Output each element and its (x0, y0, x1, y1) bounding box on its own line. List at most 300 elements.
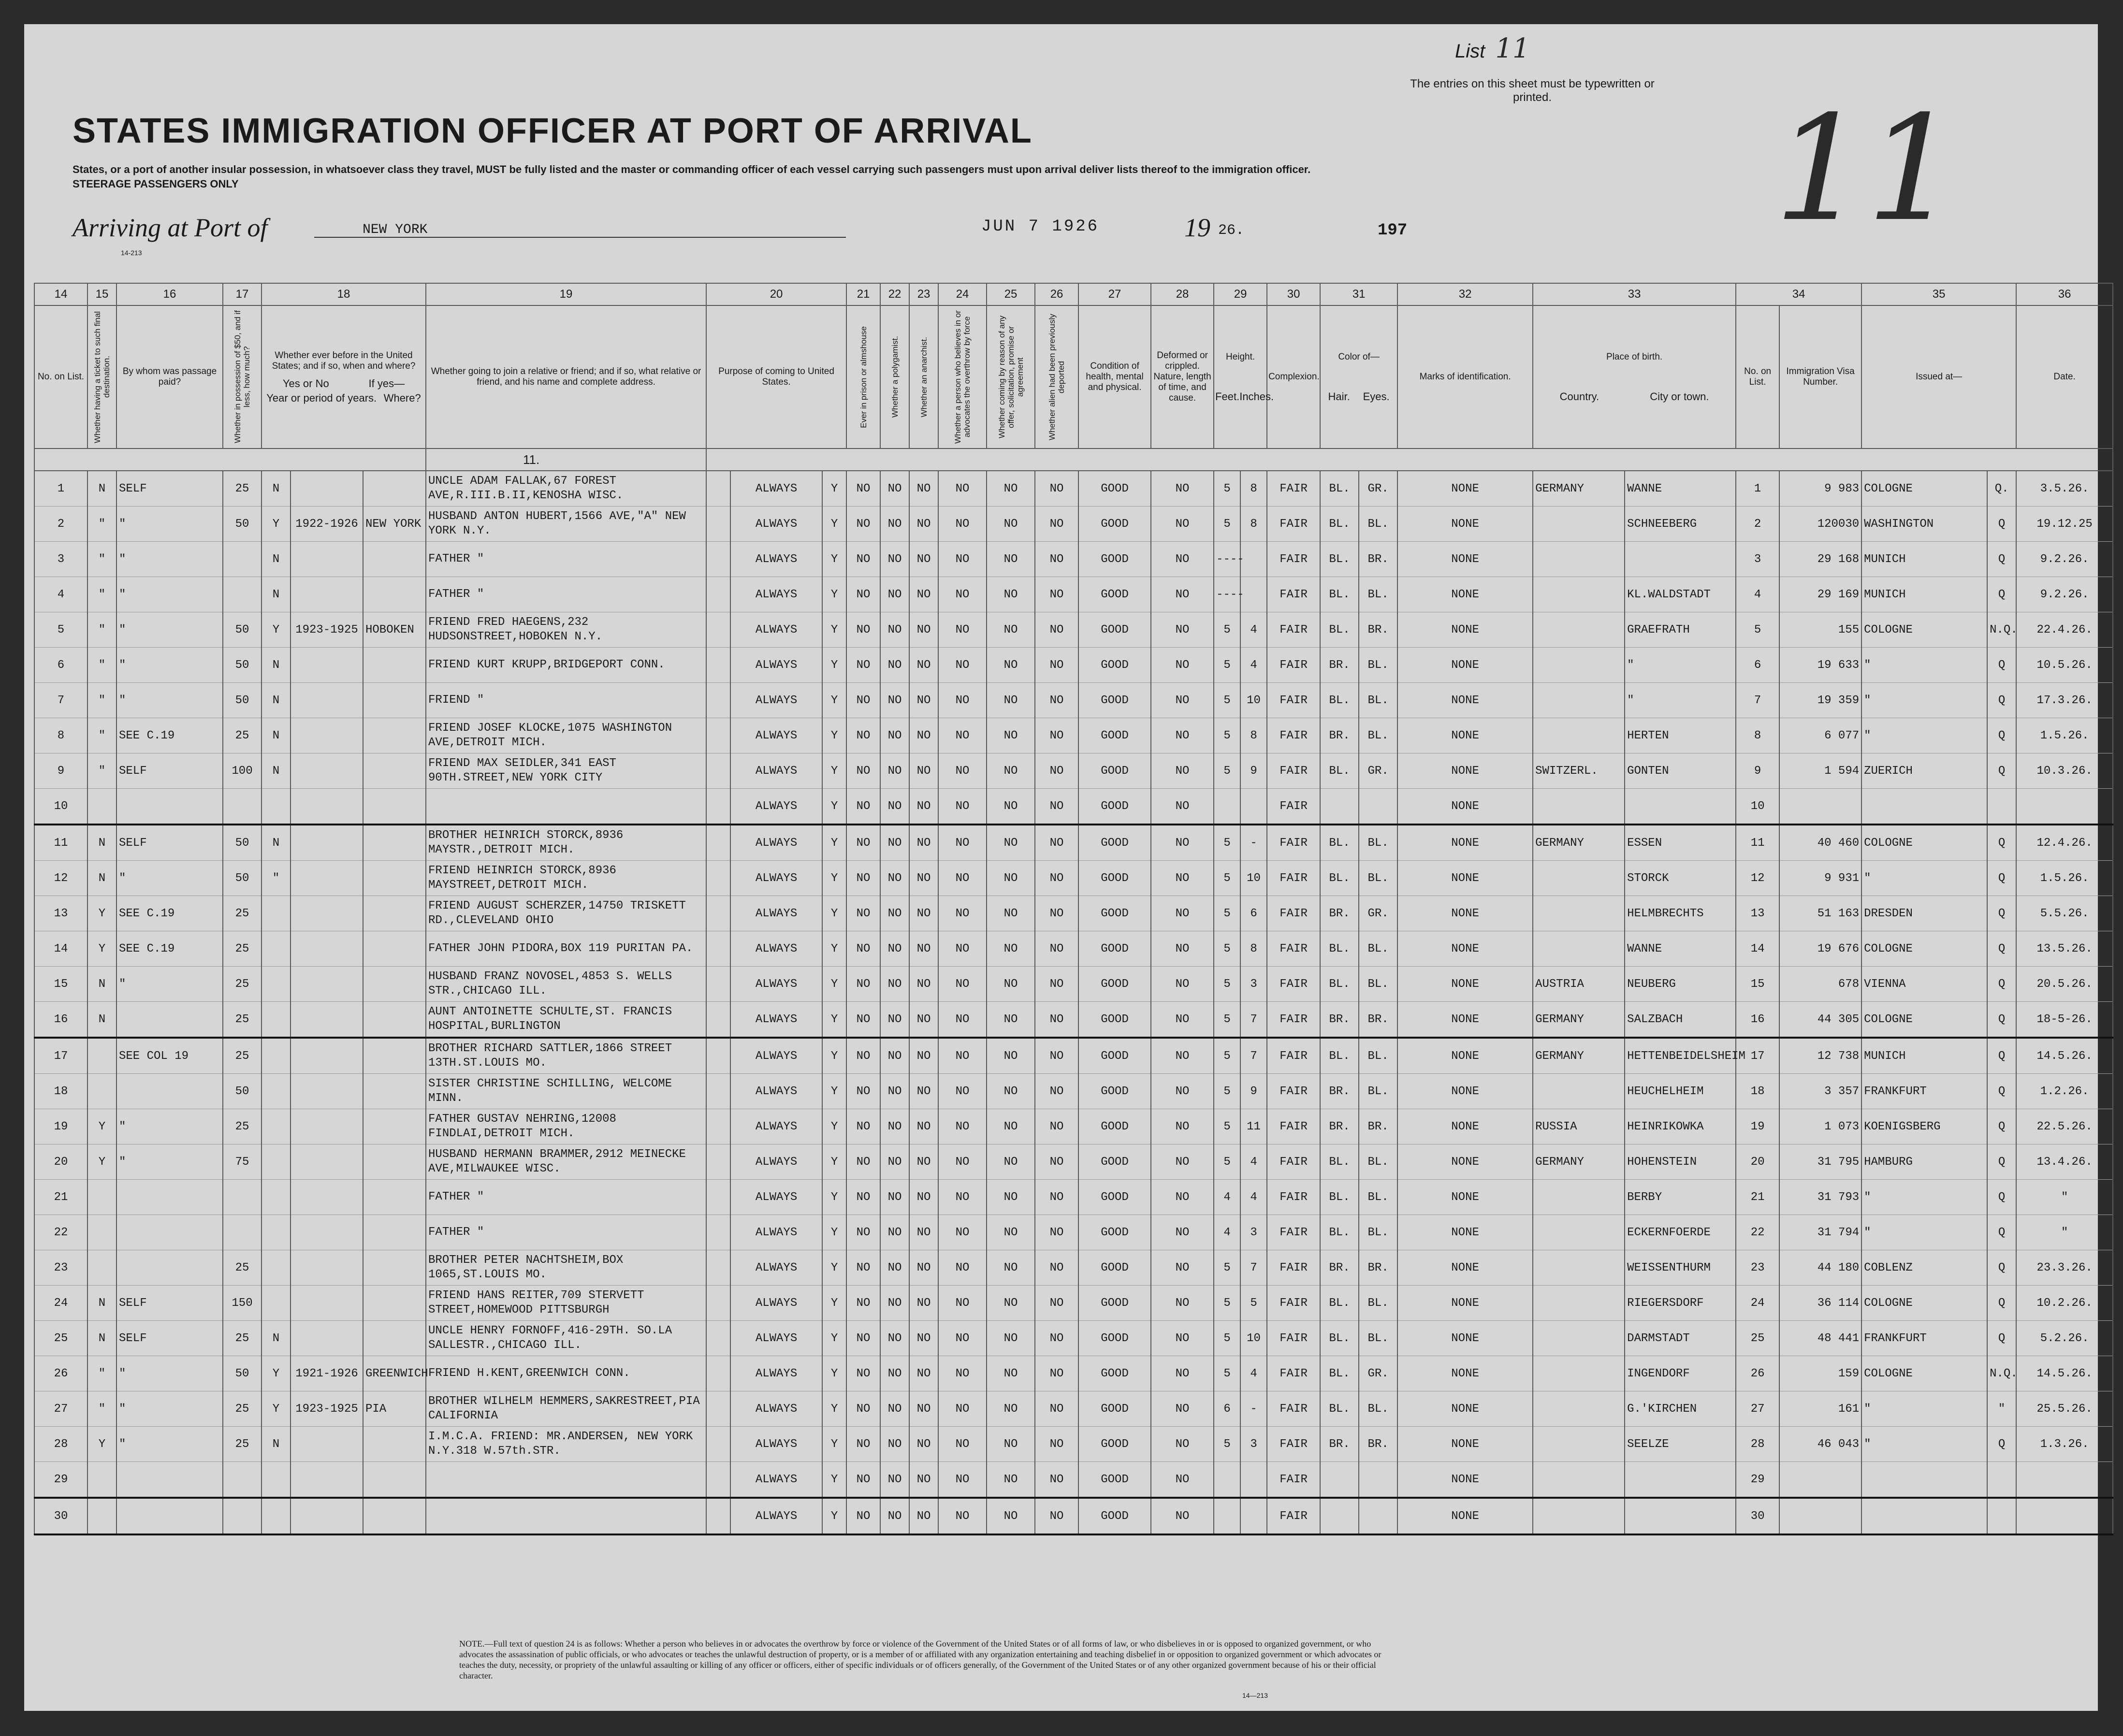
form-number: 14-213 (121, 249, 142, 257)
cell-q25: NO (987, 612, 1035, 648)
cell-no2: 21 (1736, 1180, 1779, 1215)
cell-blank (706, 648, 730, 683)
cell-no: 13 (34, 896, 87, 931)
cell-q25: NO (987, 1462, 1035, 1498)
cell-health: GOOD (1078, 542, 1151, 577)
cell-where (363, 1038, 426, 1074)
cell-where: NEW YORK (363, 506, 426, 542)
cell-city: STORCK (1625, 861, 1736, 896)
cell-prison: NO (846, 967, 880, 1002)
cell-blank (706, 612, 730, 648)
cell-deformed: NO (1151, 1462, 1214, 1498)
cell-relative: UNCLE ADAM FALLAK,67 FOREST AVE,R.III.B.II,KENOSHA WISC. (426, 471, 706, 506)
cell-eyes: BL. (1359, 718, 1397, 753)
cell-feet: 5 (1214, 1002, 1240, 1038)
cell-no: 1 (34, 471, 87, 506)
cell-anarch: NO (909, 1498, 938, 1534)
cell-years: 1922-1926 (291, 506, 363, 542)
cell-city: ESSEN (1625, 825, 1736, 861)
cell-eyes: BL. (1359, 1074, 1397, 1109)
header-marks: Marks of identification. (1397, 305, 1533, 448)
cell-q24: NO (938, 789, 987, 825)
cell-feet: 5 (1214, 1250, 1240, 1286)
cell-q: Q (1987, 1427, 2016, 1462)
cell-inches: 9 (1240, 753, 1267, 789)
cell-length: ALWAYS (730, 1321, 822, 1356)
cell-ticket: Y (87, 931, 116, 967)
cell-date: 17.3.26. (2016, 683, 2113, 718)
cell-inches: 4 (1240, 1356, 1267, 1391)
table-row (34, 789, 2113, 825)
cell-hair (1320, 1498, 1359, 1534)
cell-blank (706, 825, 730, 861)
cell-issued: COLOGNE (1861, 825, 1987, 861)
cell-feet: 5 (1214, 471, 1240, 506)
cell-q24: NO (938, 506, 987, 542)
cell-health: GOOD (1078, 1462, 1151, 1498)
cell-visa: 19 633 (1779, 648, 1861, 683)
cell-feet (1214, 1498, 1240, 1534)
cell-prison: NO (846, 789, 880, 825)
cell-length: ALWAYS (730, 1180, 822, 1215)
cell-prison: NO (846, 506, 880, 542)
cell-eyes: BL. (1359, 1215, 1397, 1250)
cell-complexion: FAIR (1267, 1462, 1320, 1498)
cell-prison: NO (846, 648, 880, 683)
cell-country (1533, 648, 1625, 683)
cell-hair: BL. (1320, 471, 1359, 506)
cell-country (1533, 1427, 1625, 1462)
cell-date: 20.5.26. (2016, 967, 2113, 1002)
table-row (34, 542, 2113, 577)
header-deformed: Deformed or crippled. Nature, length of time, and cause. (1151, 305, 1214, 448)
cell-q24: NO (938, 1002, 987, 1038)
table-row (34, 896, 2113, 931)
cell-deformed: NO (1151, 1038, 1214, 1074)
table-row (34, 683, 2113, 718)
cell-anarch: NO (909, 1427, 938, 1462)
cell-q26: NO (1035, 1250, 1078, 1286)
cell-date: 5.2.26. (2016, 1321, 2113, 1356)
cell-deformed: NO (1151, 1074, 1214, 1109)
colnum-20: 20 (706, 283, 846, 305)
cell-length: ALWAYS (730, 1462, 822, 1498)
cell-yes: N (262, 542, 291, 577)
cell-no: 9 (34, 753, 87, 789)
cell-anarch: NO (909, 931, 938, 967)
cell-prison: NO (846, 753, 880, 789)
cell-complexion: FAIR (1267, 506, 1320, 542)
cell-q24: NO (938, 967, 987, 1002)
table-row (34, 1074, 2113, 1109)
cell-eyes: BL. (1359, 1286, 1397, 1321)
cell-poly: NO (880, 861, 909, 896)
cell-deformed: NO (1151, 753, 1214, 789)
cell-money: 25 (223, 471, 262, 506)
cell-anarch: NO (909, 1391, 938, 1427)
cell-no: 20 (34, 1144, 87, 1180)
cell-marks: NONE (1397, 1180, 1533, 1215)
cell-deformed: NO (1151, 1498, 1214, 1534)
header-complexion: Complexion. (1267, 305, 1320, 448)
cell-date: 19.12.25 (2016, 506, 2113, 542)
cell-marks: NONE (1397, 1109, 1533, 1144)
table-row (34, 1462, 2113, 1498)
cell-blank (706, 967, 730, 1002)
cell-country (1533, 718, 1625, 753)
cell-length: ALWAYS (730, 1391, 822, 1427)
cell-issued: COLOGNE (1861, 1356, 1987, 1391)
cell-marks: NONE (1397, 1498, 1533, 1534)
cell-visa: 9 983 (1779, 471, 1861, 506)
cell-length: ALWAYS (730, 612, 822, 648)
cell-ticket: " (87, 753, 116, 789)
cell-eyes: BL. (1359, 931, 1397, 967)
cell-issued: " (1861, 1427, 1987, 1462)
date-stamp: JUN 7 1926 (981, 217, 1100, 236)
cell-issued: " (1861, 648, 1987, 683)
cell-anarch: NO (909, 542, 938, 577)
cell-q25: NO (987, 542, 1035, 577)
cell-yes (262, 1038, 291, 1074)
cell-yes (262, 967, 291, 1002)
cell-health: GOOD (1078, 683, 1151, 718)
cell-marks: NONE (1397, 1321, 1533, 1356)
header-visa-number: Immigration Visa Number. (1779, 305, 1861, 448)
cell-relative: UNCLE HENRY FORNOFF,416-29TH. SO.LA SALLESTR.,CHICAGO ILL. (426, 1321, 706, 1356)
cell-poly: NO (880, 506, 909, 542)
cell-no: 4 (34, 577, 87, 612)
cell-health: GOOD (1078, 931, 1151, 967)
cell-hair: BL. (1320, 753, 1359, 789)
cell-country (1533, 1215, 1625, 1250)
table-row (34, 1038, 2113, 1074)
cell-poly: NO (880, 1286, 909, 1321)
cell-inches (1240, 1462, 1267, 1498)
cell-no2: 4 (1736, 577, 1779, 612)
cell-city (1625, 789, 1736, 825)
cell-where (363, 1250, 426, 1286)
cell-inches: 3 (1240, 1427, 1267, 1462)
handwritten-list-number: 11 (1774, 85, 1959, 253)
header-color: Color of— Hair. Eyes. (1320, 305, 1397, 448)
cell-date: 1.5.26. (2016, 718, 2113, 753)
cell-ticket: " (87, 1391, 116, 1427)
cell-marks: NONE (1397, 1462, 1533, 1498)
cell-q: Q (1987, 542, 2016, 577)
cell-hair: BR. (1320, 896, 1359, 931)
cell-no2: 13 (1736, 896, 1779, 931)
year-suffix: 26. (1218, 222, 1245, 239)
cell-hair: BR. (1320, 1250, 1359, 1286)
cell-marks: NONE (1397, 1286, 1533, 1321)
table-row (34, 825, 2113, 861)
cell-issued: HAMBURG (1861, 1144, 1987, 1180)
cell-paid: " (116, 612, 223, 648)
cell-where (363, 1215, 426, 1250)
cell-eyes: BR. (1359, 1250, 1397, 1286)
cell-eyes: GR. (1359, 896, 1397, 931)
cell-where (363, 1321, 426, 1356)
cell-ticket: " (87, 612, 116, 648)
cell-health: GOOD (1078, 1391, 1151, 1427)
header-ticket: Whether having a ticket to such final destination. (87, 305, 116, 448)
cell-length: ALWAYS (730, 1038, 822, 1074)
cell-marks: NONE (1397, 753, 1533, 789)
cell-money: 50 (223, 648, 262, 683)
cell-citizen: Y (822, 471, 846, 506)
cell-anarch: NO (909, 1109, 938, 1144)
cell-relative: FRIEND MAX SEIDLER,341 EAST 90TH.STREET,NEW YORK CITY (426, 753, 706, 789)
table-row (34, 1391, 2113, 1427)
cell-date: 9.2.26. (2016, 542, 2113, 577)
cell-q25: NO (987, 1038, 1035, 1074)
cell-issued: FRANKFURT (1861, 1321, 1987, 1356)
cell-visa: 9 931 (1779, 861, 1861, 896)
cell-date (2016, 1462, 2113, 1498)
cell-ticket: N (87, 1321, 116, 1356)
cell-no2: 20 (1736, 1144, 1779, 1180)
cell-health: GOOD (1078, 1427, 1151, 1462)
cell-health: GOOD (1078, 753, 1151, 789)
cell-date: 25.5.26. (2016, 1391, 2113, 1427)
table-row (34, 931, 2113, 967)
cell-q24: NO (938, 1109, 987, 1144)
cell-paid: SELF (116, 825, 223, 861)
cell-poly: NO (880, 825, 909, 861)
cell-visa: 155 (1779, 612, 1861, 648)
cell-health: GOOD (1078, 1002, 1151, 1038)
colnum-35: 35 (1861, 283, 2016, 305)
cell-poly: NO (880, 1074, 909, 1109)
cell-relative (426, 789, 706, 825)
cell-q25: NO (987, 1215, 1035, 1250)
colnum-21: 21 (846, 283, 880, 305)
cell-money: 25 (223, 1002, 262, 1038)
cell-years (291, 1462, 363, 1498)
cell-date: 13.4.26. (2016, 1144, 2113, 1180)
cell-city: HOHENSTEIN (1625, 1144, 1736, 1180)
cell-no2: 24 (1736, 1286, 1779, 1321)
cell-q24: NO (938, 1462, 987, 1498)
cell-q25: NO (987, 506, 1035, 542)
colnum-29: 29 (1214, 283, 1267, 305)
cell-money: 25 (223, 1109, 262, 1144)
cell-deformed: NO (1151, 1427, 1214, 1462)
cell-date: 5.5.26. (2016, 896, 2113, 931)
cell-issued: WASHINGTON (1861, 506, 1987, 542)
cell-no: 23 (34, 1250, 87, 1286)
cell-blank (706, 1321, 730, 1356)
cell-inches: 4 (1240, 648, 1267, 683)
cell-years (291, 753, 363, 789)
cell-q26: NO (1035, 471, 1078, 506)
cell-q: Q (1987, 967, 2016, 1002)
cell-paid: SELF (116, 1321, 223, 1356)
cell-q (1987, 1498, 2016, 1534)
cell-blank (706, 896, 730, 931)
cell-poly: NO (880, 1321, 909, 1356)
cell-health: GOOD (1078, 896, 1151, 931)
cell-inches (1240, 542, 1267, 577)
cell-citizen: Y (822, 542, 846, 577)
cell-issued: COBLENZ (1861, 1250, 1987, 1286)
cell-relative: FRIEND JOSEF KLOCKE,1075 WASHINGTON AVE,DETROIT MICH. (426, 718, 706, 753)
cell-money: 25 (223, 1391, 262, 1427)
cell-city: BERBY (1625, 1180, 1736, 1215)
colnum-19: 19 (426, 283, 706, 305)
colnum-28: 28 (1151, 283, 1214, 305)
cell-deformed: NO (1151, 896, 1214, 931)
colnum-18: 18 (262, 283, 426, 305)
steerage-label: STEERAGE PASSENGERS ONLY (73, 178, 239, 190)
cell-paid: SEE COL 19 (116, 1038, 223, 1074)
page-number: 11. (426, 448, 706, 471)
cell-money: 25 (223, 1038, 262, 1074)
cell-visa: 40 460 (1779, 825, 1861, 861)
cell-visa: 48 441 (1779, 1321, 1861, 1356)
cell-blank (706, 789, 730, 825)
cell-city: " (1625, 683, 1736, 718)
cell-q: Q (1987, 931, 2016, 967)
cell-q25: NO (987, 896, 1035, 931)
cell-paid: SEE C.19 (116, 896, 223, 931)
cell-ticket: N (87, 471, 116, 506)
cell-q: " (1987, 1391, 2016, 1427)
cell-ticket: N (87, 861, 116, 896)
cell-where (363, 1462, 426, 1498)
cell-prison: NO (846, 1250, 880, 1286)
cell-citizen: Y (822, 1180, 846, 1215)
cell-length: ALWAYS (730, 1250, 822, 1286)
list-number: 11 (1495, 33, 1530, 64)
cell-issued: DRESDEN (1861, 896, 1987, 931)
cell-eyes: BL. (1359, 861, 1397, 896)
cell-poly: NO (880, 967, 909, 1002)
cell-no: 29 (34, 1462, 87, 1498)
cell-yes: N (262, 753, 291, 789)
cell-poly: NO (880, 896, 909, 931)
cell-country: GERMANY (1533, 1144, 1625, 1180)
header-prison: Ever in prison or almshouse (846, 305, 880, 448)
cell-hair: BL. (1320, 1356, 1359, 1391)
table-row (34, 1286, 2113, 1321)
cell-city: WANNE (1625, 471, 1736, 506)
cell-deformed: NO (1151, 718, 1214, 753)
cell-where (363, 1286, 426, 1321)
cell-hair: BR. (1320, 718, 1359, 753)
cell-issued: COLOGNE (1861, 1002, 1987, 1038)
cell-issued: VIENNA (1861, 967, 1987, 1002)
cell-q26: NO (1035, 1215, 1078, 1250)
cell-no2: 30 (1736, 1498, 1779, 1534)
cell-marks: NONE (1397, 825, 1533, 861)
cell-q26: NO (1035, 789, 1078, 825)
cell-relative: HUSBAND ANTON HUBERT,1566 AVE,"A" NEW YORK N.Y. (426, 506, 706, 542)
cell-where (363, 683, 426, 718)
footer-form-number: 14—213 (1242, 1692, 1268, 1699)
cell-anarch: NO (909, 1286, 938, 1321)
cell-complexion: FAIR (1267, 1002, 1320, 1038)
cell-eyes: BL. (1359, 825, 1397, 861)
cell-yes: Y (262, 1391, 291, 1427)
cell-city: HERTEN (1625, 718, 1736, 753)
cell-citizen: Y (822, 1356, 846, 1391)
cell-visa: 3 357 (1779, 1074, 1861, 1109)
cell-poly: NO (880, 1356, 909, 1391)
cell-q25: NO (987, 471, 1035, 506)
header-q24: Whether a person who believes in or advocates the overthrow by force (938, 305, 987, 448)
port-name: NEW YORK (363, 222, 428, 237)
cell-poly: NO (880, 753, 909, 789)
cell-eyes: BL. (1359, 683, 1397, 718)
cell-inches: 9 (1240, 1074, 1267, 1109)
cell-money: 25 (223, 1321, 262, 1356)
cell-where (363, 718, 426, 753)
cell-hair: BR. (1320, 1074, 1359, 1109)
cell-blank (706, 1462, 730, 1498)
cell-prison: NO (846, 1498, 880, 1534)
cell-issued: COLOGNE (1861, 612, 1987, 648)
cell-hair: BL. (1320, 683, 1359, 718)
cell-ticket: " (87, 683, 116, 718)
cell-where (363, 789, 426, 825)
cell-deformed: NO (1151, 931, 1214, 967)
footnote: NOTE.—Full text of question 24 is as follows: Whether a person who believes in or advocates the overthrow by force or violence of the Government of the United States or of all forms of law, or who disbelieves in or is opposed to organized government, or who advocates the assassination of public officials, or who advocates or teaches the unlawful destruction of property, or is a member of or affiliated with any organization entertaining and teaching disbelief in or opposition to organized government or which advocates or teaches the duty, necessity, or propriety of the unlawful assaulting or killing of any officer or officers, either of specific individuals or of officers generally, of the Government of the United States or of any other organized government because of his or their official character. (459, 1639, 1381, 1680)
cell-citizen: Y (822, 718, 846, 753)
cell-where (363, 1180, 426, 1215)
cell-citizen: Y (822, 577, 846, 612)
cell-feet: 5 (1214, 1427, 1240, 1462)
cell-anarch: NO (909, 683, 938, 718)
cell-country (1533, 1074, 1625, 1109)
table-row (34, 1109, 2113, 1144)
cell-q24: NO (938, 1074, 987, 1109)
cell-money (223, 577, 262, 612)
cell-money (223, 1180, 262, 1215)
cell-length: ALWAYS (730, 967, 822, 1002)
cell-length: ALWAYS (730, 1002, 822, 1038)
cell-date: 1.3.26. (2016, 1427, 2113, 1462)
table-row (34, 967, 2113, 1002)
cell-q25: NO (987, 825, 1035, 861)
cell-inches: 4 (1240, 1180, 1267, 1215)
colnum-33: 33 (1533, 283, 1736, 305)
cell-years (291, 1498, 363, 1534)
cell-complexion: FAIR (1267, 753, 1320, 789)
cell-feet: 5 (1214, 825, 1240, 861)
cell-visa: 19 359 (1779, 683, 1861, 718)
table-row (34, 753, 2113, 789)
cell-paid: " (116, 1109, 223, 1144)
cell-city: SEELZE (1625, 1427, 1736, 1462)
cell-q26: NO (1035, 1462, 1078, 1498)
cell-q24: NO (938, 753, 987, 789)
cell-q: N.Q. (1987, 612, 2016, 648)
cell-ticket: " (87, 648, 116, 683)
colnum-26: 26 (1035, 283, 1078, 305)
cell-complexion: FAIR (1267, 967, 1320, 1002)
table-row (34, 612, 2113, 648)
cell-anarch: NO (909, 577, 938, 612)
table-row (34, 1002, 2113, 1038)
cell-blank (706, 1498, 730, 1534)
header-date: Date. (2016, 305, 2113, 448)
table-row (34, 1498, 2113, 1534)
cell-paid: " (116, 577, 223, 612)
cell-no: 19 (34, 1109, 87, 1144)
cell-visa: 159 (1779, 1356, 1861, 1391)
